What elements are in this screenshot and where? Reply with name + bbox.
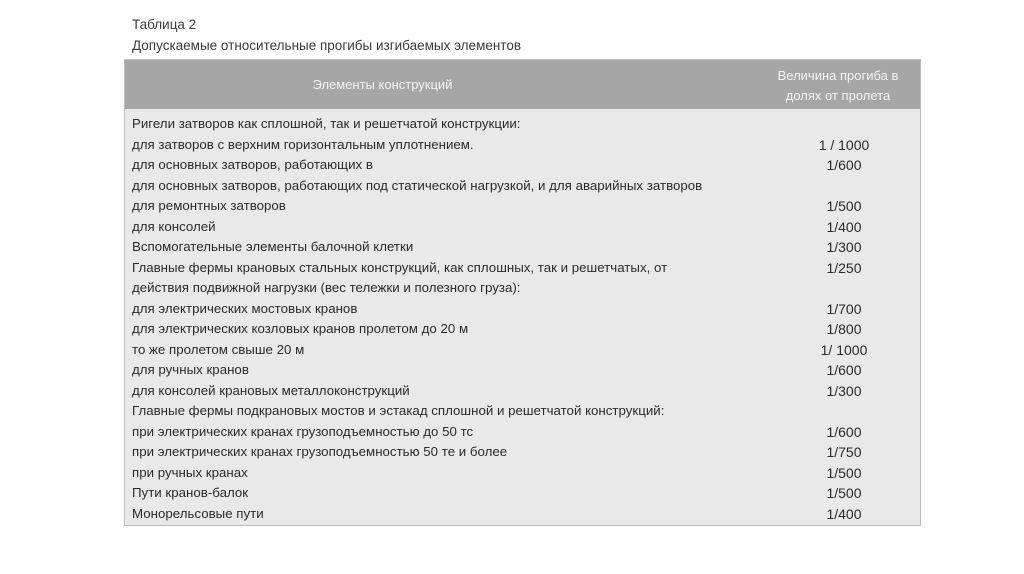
- table-row: [132, 319, 920, 340]
- row-deflection-value: 1/600: [826, 423, 862, 440]
- row-deflection-value: 1/500: [826, 198, 862, 214]
- table-title: Допускаемые относительные прогибы изгибаемых элементов: [132, 38, 522, 53]
- table-row: [132, 381, 920, 402]
- table-caption: [132, 14, 521, 56]
- table-row: [132, 299, 920, 320]
- table-row: [132, 401, 920, 422]
- row-deflection-value: 1/600: [826, 362, 862, 378]
- row-deflection-value: 1/500: [826, 464, 862, 481]
- row-deflection-value: 1/300: [826, 382, 862, 399]
- row-element-text: Главные фермы крановых стальных конструкций, как сплошных, так и решетчатых, от: [132, 259, 668, 275]
- row-deflection-value: 1/400: [826, 218, 862, 235]
- table-row: [132, 422, 920, 443]
- row-element-text: Главные фермы подкрановых мостов и эстакад сплошной и решетчатой конструкций:: [132, 403, 665, 418]
- table-row: [132, 463, 920, 484]
- table-row: [132, 155, 920, 176]
- table-row: [132, 217, 920, 238]
- header-deflection-value: [755, 66, 921, 106]
- row-deflection-value: 1 / 1000: [818, 136, 870, 153]
- table-row: [132, 196, 920, 217]
- header-value-line2: долях от пролета: [785, 88, 891, 103]
- row-element-text: Пути кранов-балок: [132, 485, 249, 500]
- table-row: [132, 483, 920, 504]
- table-row: [132, 360, 920, 381]
- row-element-text: для основных затворов, работающих в: [132, 157, 373, 172]
- row-deflection-value: 1/250: [826, 259, 862, 276]
- row-element-text: для затворов с верхним горизонтальным уплотнением.: [132, 136, 474, 152]
- deflection-table: [124, 59, 921, 526]
- table-header: [125, 60, 920, 109]
- row-element-text: для консолей крановых металлоконструкций: [132, 382, 410, 398]
- row-element-text: для электрических мостовых кранов: [132, 300, 358, 316]
- row-element-text: для электрических козловых кранов пролетом до 20 м: [132, 321, 469, 336]
- header-value-line1: Величина прогиба в: [777, 68, 899, 83]
- row-element-text: при электрических кранах грузоподъемностью 50 те и более: [132, 444, 508, 459]
- table-number: Таблица 2: [132, 17, 197, 32]
- row-element-text: для ремонтных затворов: [132, 198, 286, 213]
- row-deflection-value: 1/600: [826, 157, 862, 173]
- row-deflection-value: 1/400: [826, 505, 862, 522]
- table-row: [132, 442, 920, 463]
- row-deflection-value: 1/300: [826, 239, 862, 255]
- table-row: [132, 504, 920, 525]
- table-row: [132, 135, 920, 156]
- row-deflection-value: 1/800: [826, 321, 862, 337]
- table-row: [132, 114, 920, 135]
- row-deflection-value: 1/700: [826, 300, 862, 317]
- header-elements: Элементы конструкций: [312, 77, 453, 92]
- row-element-text: для основных затворов, работающих под статической нагрузкой, и для аварийных затворов: [132, 177, 703, 193]
- row-element-text: то же пролетом свыше 20 м: [132, 341, 305, 357]
- table-row: [132, 176, 920, 197]
- row-element-text: для ручных кранов: [132, 362, 249, 377]
- table-row: [132, 258, 920, 279]
- row-element-text: при ручных кранах: [132, 464, 248, 480]
- table-row: [132, 340, 920, 361]
- row-element-text: при электрических кранах грузоподъемностью до 50 тс: [132, 423, 474, 439]
- row-deflection-value: 1/750: [826, 444, 862, 460]
- table-body: [132, 114, 920, 524]
- row-element-text: действия подвижной нагрузки (вес тележки и полезного груза):: [132, 280, 521, 295]
- row-element-text: Монорельсовые пути: [132, 505, 264, 521]
- table-row: [132, 278, 920, 299]
- row-element-text: для консолей: [132, 218, 216, 234]
- row-deflection-value: 1/ 1000: [820, 341, 868, 358]
- table-row: [132, 237, 920, 258]
- row-deflection-value: 1/500: [826, 485, 862, 501]
- row-element-text: Вспомогательные элементы балочной клетки: [132, 239, 414, 254]
- row-element-text: Ригели затворов как сплошной, так и решетчатой конструкции:: [132, 116, 521, 131]
